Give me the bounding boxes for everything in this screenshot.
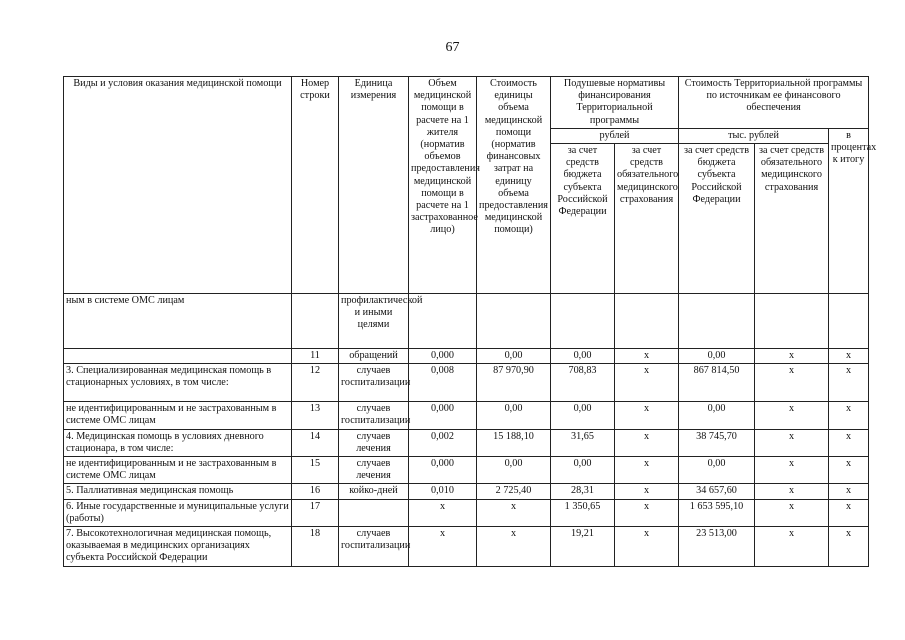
cell-pc-budget: 28,31 xyxy=(551,484,615,499)
cell-label: 6. Иные государственные и муниципальные услуги (работы) xyxy=(64,499,292,526)
header-pc-oms: за счет средств обязательного медицинского страхования xyxy=(615,144,679,294)
cell-percent: х xyxy=(829,499,869,526)
cell-unit: случаев госпитализации xyxy=(339,527,409,567)
cell-unit: обращений xyxy=(339,349,409,364)
cell-unit: случаев лечения xyxy=(339,429,409,456)
header-volume: Объем медицинской помощи в расчете на 1 жителя (норматив объемов предоставления медицинской помощи в расчете на 1 застрахованное лицо) xyxy=(409,77,477,294)
header-cost: Стоимость единицы объема медицинской помощи (норматив финансовых затрат на единицу объема предоставления медицинской помощи) xyxy=(477,77,551,294)
cell-volume: 0,000 xyxy=(409,402,477,429)
table-row xyxy=(64,402,869,429)
cell-cost: 87 970,90 xyxy=(477,364,551,402)
cell-tc-oms: х xyxy=(755,429,829,456)
cell-percent: х xyxy=(829,349,869,364)
cell-tc-budget: 0,00 xyxy=(679,402,755,429)
cell-unit: койко-дней xyxy=(339,484,409,499)
cell-pc-budget: 0,00 xyxy=(551,349,615,364)
header-unit-rubles: рублей xyxy=(551,128,679,143)
cell-tc-oms: х xyxy=(755,349,829,364)
header-per-capita: Подушевые нормативы финансирования Территориальной программы xyxy=(551,77,679,129)
header-percent: в процентах к итогу xyxy=(829,128,869,293)
header-tc-oms: за счет средств обязательного медицинского страхования xyxy=(755,144,829,294)
header-tc-budget: за счет средств бюджета субъекта Российской Федерации xyxy=(679,144,755,294)
cell-volume: 0,010 xyxy=(409,484,477,499)
cell-cost: 2 725,40 xyxy=(477,484,551,499)
table-body xyxy=(64,294,869,349)
cell-volume: 0,008 xyxy=(409,364,477,402)
cell-tc-oms: х xyxy=(755,364,829,402)
cell-label: 3. Специализированная медицинская помощь в стационарных условиях, в том числе: xyxy=(64,364,292,402)
row-unit: профилактической и иными целями xyxy=(339,294,409,349)
header-unit-thousand: тыс. рублей xyxy=(679,128,829,143)
cell-percent: х xyxy=(829,484,869,499)
cell-label: не идентифицированным и не застрахованным в системе ОМС лицам xyxy=(64,402,292,429)
cell-label: 5. Паллиативная медицинская помощь xyxy=(64,484,292,499)
cell-unit xyxy=(339,499,409,526)
cell-tc-budget: 0,00 xyxy=(679,349,755,364)
cell-no: 12 xyxy=(292,364,339,402)
cell-pc-oms: х xyxy=(615,527,679,567)
cell-no: 18 xyxy=(292,527,339,567)
cell-pc-oms: х xyxy=(615,429,679,456)
cell-pc-oms: х xyxy=(615,402,679,429)
cell-no: 15 xyxy=(292,457,339,484)
cell-cost: 15 188,10 xyxy=(477,429,551,456)
cell-cost: 0,00 xyxy=(477,402,551,429)
table-row xyxy=(64,364,869,402)
cell-cost: х xyxy=(477,527,551,567)
cell-percent: х xyxy=(829,364,869,402)
header-program-cost: Стоимость Территориальной программы по источникам ее финансового обеспечения xyxy=(679,77,869,129)
cell-percent: х xyxy=(829,457,869,484)
cell-tc-budget: 1 653 595,10 xyxy=(679,499,755,526)
cell-label: не идентифицированным и не застрахованным в системе ОМС лицам xyxy=(64,457,292,484)
cell-cost: х xyxy=(477,499,551,526)
cell-no: 14 xyxy=(292,429,339,456)
cell-tc-oms: х xyxy=(755,527,829,567)
cell-volume: 0,000 xyxy=(409,349,477,364)
table-row xyxy=(64,457,869,484)
table-row xyxy=(64,484,869,499)
cell-percent: х xyxy=(829,527,869,567)
header-row-number: Номер строки xyxy=(292,77,339,294)
table-row xyxy=(64,499,869,526)
cell-tc-oms: х xyxy=(755,457,829,484)
cell-volume: 0,002 xyxy=(409,429,477,456)
financing-table xyxy=(63,76,877,567)
cell-percent: х xyxy=(829,429,869,456)
cell-cost: 0,00 xyxy=(477,457,551,484)
cell-pc-budget: 0,00 xyxy=(551,402,615,429)
page-number: 67 xyxy=(445,40,460,55)
cell-tc-oms: х xyxy=(755,402,829,429)
cell-unit: случаев лечения xyxy=(339,457,409,484)
cell-volume: х xyxy=(409,499,477,526)
header-unit: Единица измерения xyxy=(339,77,409,294)
cell-pc-oms: х xyxy=(615,349,679,364)
cell-pc-oms: х xyxy=(615,484,679,499)
cell-tc-budget: 34 657,60 xyxy=(679,484,755,499)
cell-pc-budget: 1 350,65 xyxy=(551,499,615,526)
table-header xyxy=(64,77,877,294)
cell-tc-budget: 0,00 xyxy=(679,457,755,484)
cell-label: 4. Медицинская помощь в условиях дневного стационара, в том числе: xyxy=(64,429,292,456)
header-pc-budget: за счет средств бюджета субъекта Российской Федерации xyxy=(551,144,615,294)
cell-tc-budget: 867 814,50 xyxy=(679,364,755,402)
cell-tc-oms: х xyxy=(755,499,829,526)
cell-tc-budget: 23 513,00 xyxy=(679,527,755,567)
cell-volume: х xyxy=(409,527,477,567)
row-label: ным в системе ОМС лицам xyxy=(64,294,292,349)
table-row xyxy=(64,527,869,567)
cell-pc-budget: 0,00 xyxy=(551,457,615,484)
cell-tc-oms: х xyxy=(755,484,829,499)
cell-pc-oms: х xyxy=(615,364,679,402)
header-type: Виды и условия оказания медицинской помощи xyxy=(64,77,292,294)
cell-label xyxy=(64,349,292,364)
cell-volume: 0,000 xyxy=(409,457,477,484)
table-row xyxy=(64,349,869,364)
cell-pc-budget: 19,21 xyxy=(551,527,615,567)
cell-pc-budget: 708,83 xyxy=(551,364,615,402)
cell-cost: 0,00 xyxy=(477,349,551,364)
cell-pc-oms: х xyxy=(615,457,679,484)
cell-pc-oms: х xyxy=(615,499,679,526)
cell-label: 7. Высокотехнологичная медицинская помощь, оказываемая в медицинских организациях субъекта Российской Федерации xyxy=(64,527,292,567)
cell-no: 16 xyxy=(292,484,339,499)
cell-percent: х xyxy=(829,402,869,429)
cell-tc-budget: 38 745,70 xyxy=(679,429,755,456)
cell-no: 13 xyxy=(292,402,339,429)
table-row xyxy=(64,429,869,456)
cell-unit: случаев госпитализации xyxy=(339,402,409,429)
cell-pc-budget: 31,65 xyxy=(551,429,615,456)
cell-unit: случаев госпитализации xyxy=(339,364,409,402)
cell-no: 11 xyxy=(292,349,339,364)
table-row xyxy=(64,294,869,349)
cell-no: 17 xyxy=(292,499,339,526)
